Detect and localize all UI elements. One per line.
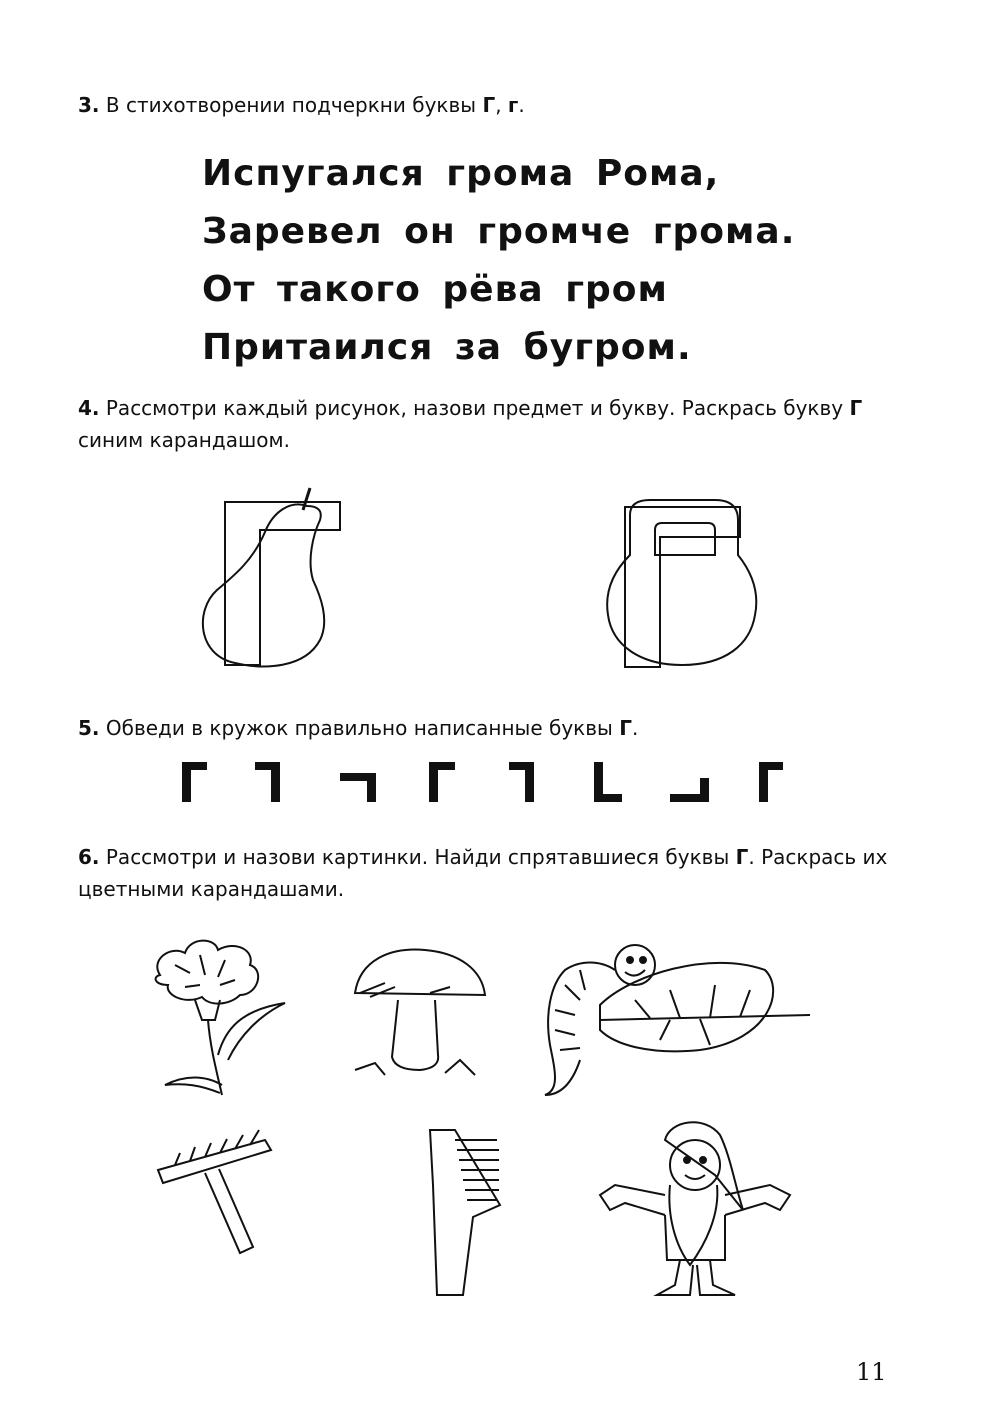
glyph-correct-g-3[interactable]	[759, 762, 783, 802]
task-5-text-after: .	[631, 716, 639, 740]
glyph-correct-g-1[interactable]	[182, 762, 207, 802]
poem-line-1: Испугался грома Рома,	[202, 153, 720, 194]
gnome-picture[interactable]	[595, 1115, 795, 1305]
glyph-mirrored-g-2[interactable]	[509, 762, 534, 802]
comb-picture[interactable]	[415, 1125, 505, 1300]
task-5-number: 5.	[78, 716, 100, 740]
glyph-correct-g-2[interactable]	[429, 762, 455, 802]
hidden-g-letter-kettlebell	[625, 507, 740, 667]
task-3-number: 3.	[78, 93, 100, 117]
task-5-instruction	[78, 712, 898, 744]
mushroom-picture[interactable]	[350, 945, 490, 1085]
task-3-letter-upper: Г	[482, 93, 496, 117]
task-5-letter: Г	[619, 716, 632, 740]
task-3-letter-lower: г	[507, 93, 519, 117]
poem	[202, 145, 795, 377]
glyph-upside-down-g[interactable]	[594, 762, 622, 802]
task-3-text-before: В стихотворении подчеркни буквы	[99, 93, 483, 117]
poem-line-4: Притаился за бугром.	[202, 327, 692, 368]
poem-line-2: Заревел он громче грома.	[202, 211, 796, 252]
carnation-picture[interactable]	[140, 935, 290, 1105]
rake-picture[interactable]	[155, 1125, 280, 1255]
task-3-separator: ,	[495, 93, 508, 117]
pear-picture[interactable]	[195, 480, 355, 670]
task-6-number: 6.	[78, 845, 100, 869]
task-6-text-after: . Раскрась их цветными карандашами.	[78, 845, 888, 901]
glyph-rotated-g[interactable]	[340, 773, 376, 802]
task-3-text-after: .	[518, 93, 525, 117]
task-4-text-before: Рассмотри каждый рисунок, назови предмет и букву. Раскрась букву	[99, 396, 850, 420]
page-number: 11	[856, 1358, 887, 1386]
task-4-text-after: синим карандашом.	[78, 428, 290, 452]
task-6-text-before: Рассмотри и назови картинки. Найди спрятавшиеся буквы	[99, 845, 736, 869]
task-6-letter: Г	[735, 845, 749, 869]
task-5-text-before: Обведи в кружок правильно написанные буквы	[99, 716, 620, 740]
task-4-instruction	[78, 392, 868, 456]
task-4-number: 4.	[78, 396, 100, 420]
task-3-instruction	[78, 89, 898, 121]
glyph-upside-down-mirrored-g[interactable]	[670, 778, 709, 802]
kettlebell-picture[interactable]	[600, 495, 765, 675]
hidden-g-letter-pear	[225, 502, 340, 665]
letter-glyph-row	[170, 760, 810, 810]
glyph-mirrored-g-1[interactable]	[255, 762, 280, 802]
task-6-instruction	[78, 841, 888, 905]
poem-line-3: От такого рёва гром	[202, 269, 668, 310]
task-4-letter: Г	[849, 396, 863, 420]
caterpillar-on-leaf-picture[interactable]	[540, 930, 815, 1100]
